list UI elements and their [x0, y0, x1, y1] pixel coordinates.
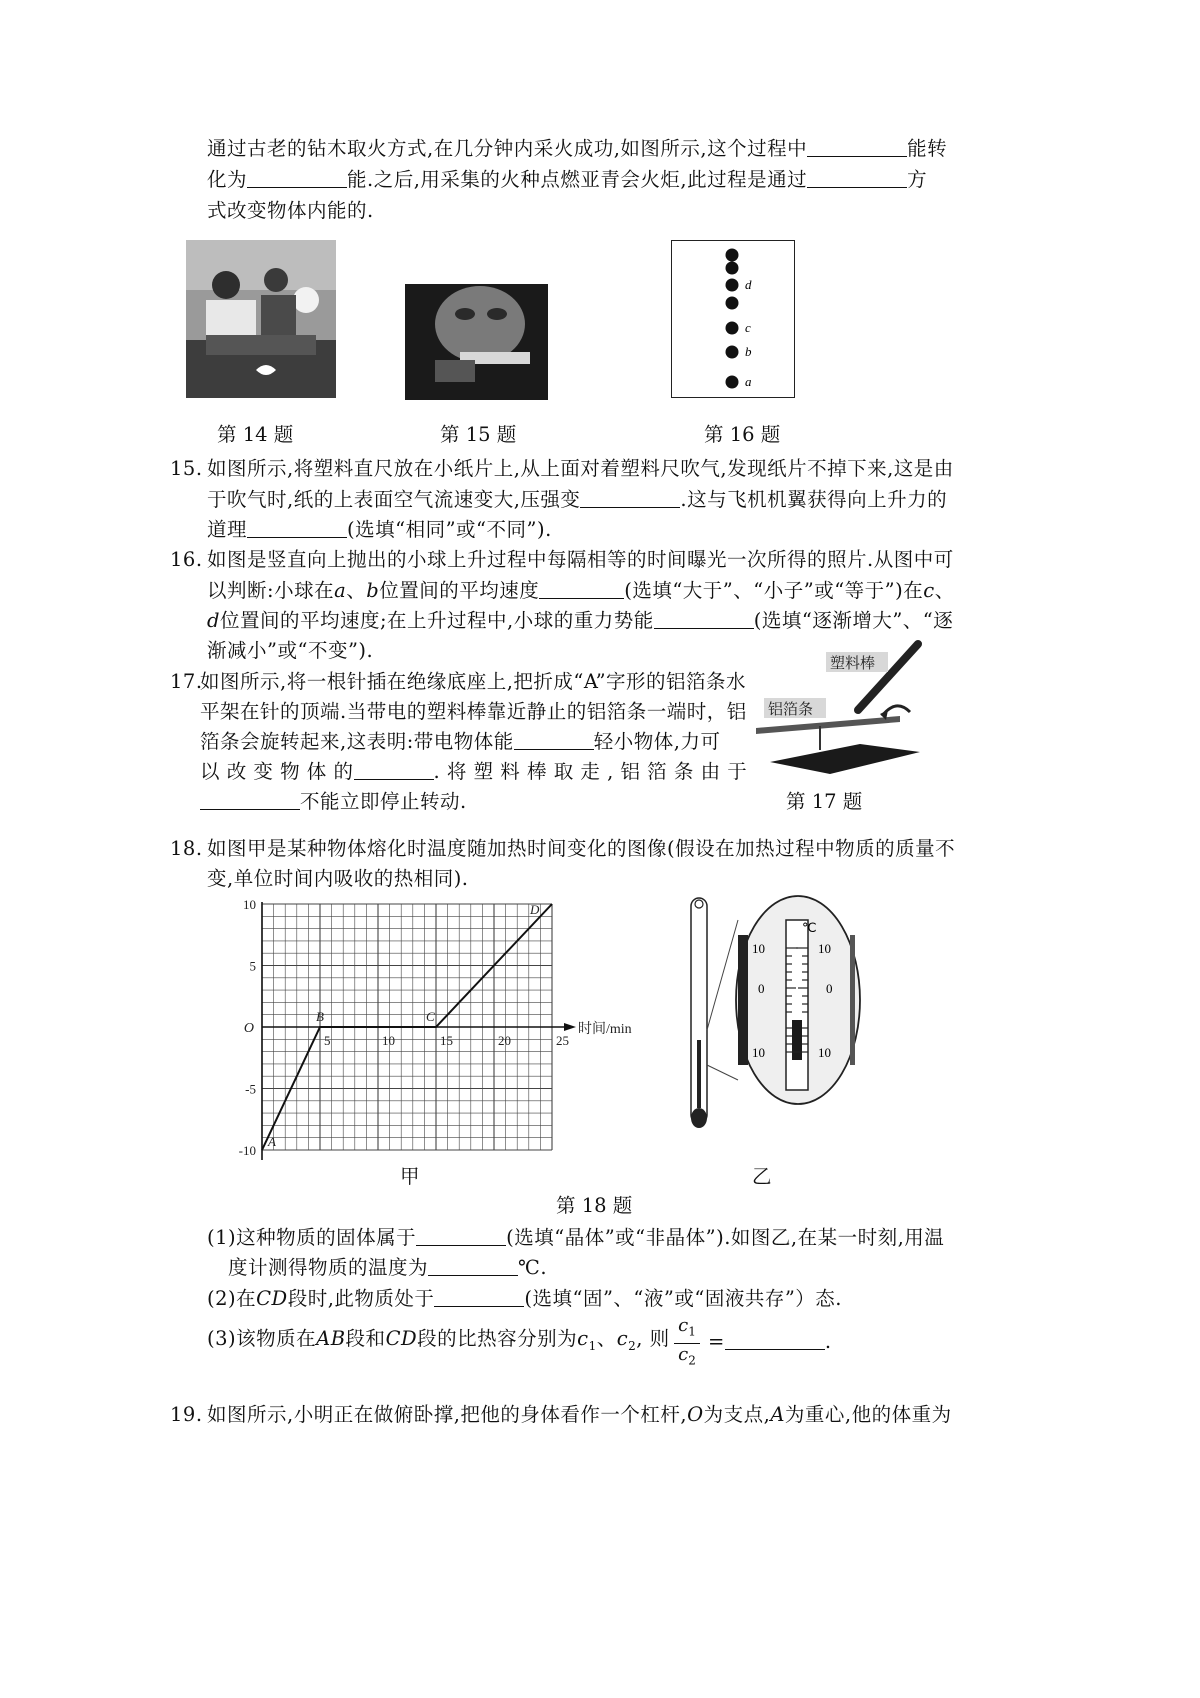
q19-number: 19.	[170, 1403, 203, 1426]
q18-part-1-cont: 度计测得物质的温度为 ℃.	[228, 1256, 548, 1279]
point-label: C	[426, 1009, 435, 1024]
q19-line-1: 如图所示,小明正在做俯卧撑,把他的身体看作一个杠杆,O为支点,A为重心,他的体重为	[207, 1403, 952, 1426]
thermo-tick-left-mid: 0	[758, 981, 765, 996]
q14-line-1: 通过古老的钻木取火方式,在几分钟内采火成功,如图所示,这个过程中 能转	[207, 137, 948, 160]
answer-blank[interactable]	[514, 729, 594, 750]
label-plastic-rod: 塑料棒	[830, 655, 876, 672]
q16-line-1: 如图是竖直向上抛出的小球上升过程中每隔相等的时间曝光一次所得的照片.从图中可	[207, 548, 954, 571]
q17-line-2: 平架在针的顶端.当带电的塑料棒靠近静止的铝箔条一端时，铝	[200, 700, 747, 723]
x-tick-label: 25	[556, 1033, 569, 1048]
answer-blank[interactable]	[354, 759, 434, 780]
q17-line-1: 如图所示,将一根针插在绝缘底座上,把折成“A”字形的铝箔条水	[200, 670, 747, 693]
answer-blank[interactable]	[725, 1329, 825, 1350]
q18-part-1: (1)这种物质的固体属于 (选填“晶体”或“非晶体”).如图乙,在某一时刻,用温	[207, 1226, 945, 1249]
fraction-numerator: $c_1$	[678, 1315, 696, 1339]
thermo-tick-right-bottom: 10	[818, 1045, 831, 1060]
q15-number: 15.	[170, 457, 203, 480]
q15-line-1: 如图所示,将塑料直尺放在小纸片上,从上面对着塑料尺吹气,发现纸片不掉下来,这是由	[207, 457, 954, 480]
q14-photo	[186, 240, 336, 398]
q17-caption: 第 17 题	[786, 790, 863, 813]
mercury-column	[792, 1020, 802, 1060]
q16-number: 16.	[170, 548, 203, 571]
q16-line-2: 以判断:小球在a、b位置间的平均速度 (选填“大于”、“小子”或“等于”)在c、	[207, 579, 955, 602]
fire-drilling-photo	[186, 240, 336, 398]
origin-label: O	[243, 1021, 254, 1036]
fraction-c1-c2	[674, 1316, 700, 1370]
ball-strobe-diagram	[672, 241, 793, 396]
answer-blank[interactable]	[654, 608, 754, 629]
label-a: a	[745, 374, 752, 389]
subfigure-label-jia: 甲	[400, 1165, 420, 1188]
q14-line-3: 式改变物体内能的.	[207, 199, 374, 222]
chart-point-labels	[267, 902, 540, 1149]
thermometer-bulb	[691, 1108, 707, 1128]
x-axis-arrow	[564, 1023, 576, 1031]
answer-blank[interactable]	[539, 578, 624, 599]
q16-figure	[671, 240, 795, 398]
y-tick-label: 10	[243, 897, 256, 912]
q16-line-4: 渐减小”或“不变”).	[207, 639, 374, 662]
y-tick-label: 5	[249, 958, 256, 974]
melting-chart	[230, 888, 660, 1163]
q18-part-3: (3)该物质在AB段和CD段的比热容分别为$c_1$、$c_2$, 则	[207, 1327, 670, 1353]
answer-blank[interactable]	[807, 136, 907, 157]
x-tick-label: 10	[382, 1033, 395, 1048]
thermometer-figure	[688, 890, 863, 1135]
x-tick-label: 20	[498, 1033, 511, 1048]
q18-line-2: 变,单位时间内吸收的热相同).	[207, 867, 469, 890]
label-b: b	[745, 344, 752, 359]
q18-part-2: (2)在CD段时,此物质处于 (选填“固”、“液”或“固液共存”）态.	[207, 1287, 843, 1310]
point-label: A	[268, 1134, 276, 1149]
answer-blank[interactable]	[807, 167, 907, 188]
label-c: c	[745, 320, 751, 335]
q15-line-2: 于吹气时,纸的上表面空气流速变大,压强变 .这与飞机机翼获得向上升力的	[207, 488, 948, 511]
q18-part-3-answer: = .	[708, 1330, 832, 1353]
q15-photo	[405, 284, 548, 400]
thermometer-svg	[688, 890, 863, 1135]
x-tick-label: 5	[324, 1033, 331, 1048]
thermo-tick-right-mid: 0	[826, 981, 833, 996]
label-d: d	[745, 277, 752, 292]
answer-blank[interactable]	[200, 789, 300, 810]
point-label: B	[316, 1009, 324, 1024]
q17-line-4: 以 改 变 物 体 的 . 将 塑 料 棒 取 走 , 铝 箔 条 由 于	[200, 760, 748, 783]
q15-caption: 第 15 题	[440, 423, 517, 446]
label-foil: 铝箔条	[768, 701, 814, 718]
magnified-scale	[786, 920, 808, 1090]
thermo-tick-right-top: 10	[818, 941, 831, 956]
q18-caption: 第 18 题	[556, 1194, 633, 1217]
point-label: D	[530, 902, 540, 917]
thermo-unit: ℃	[802, 920, 817, 935]
melting-chart-svg	[230, 888, 660, 1163]
x-tick-label: 15	[440, 1033, 453, 1048]
x-axis-label: 时间/min	[578, 1022, 632, 1037]
q16-line-3: d位置间的平均速度;在上升过程中,小球的重力势能 (选填“逐渐增大”、“逐	[207, 609, 954, 632]
q18-number: 18.	[170, 837, 203, 860]
y-tick-label: -10	[238, 1143, 256, 1158]
answer-blank[interactable]	[434, 1286, 524, 1307]
blowing-paper-photo	[405, 284, 548, 400]
y-tick-label: -5	[245, 1081, 256, 1097]
answer-blank[interactable]	[247, 517, 347, 538]
q17-number: 17.	[170, 670, 203, 693]
foil-rotation-diagram	[750, 638, 926, 780]
q14-line-2: 化为 能.之后,用采集的火种点燃亚青会火炬,此过程是通过 方	[207, 168, 928, 191]
q15-line-3: 道理 (选填“相同”或“不同”).	[207, 518, 552, 541]
q18-line-1: 如图甲是某种物体熔化时温度随加热时间变化的图像(假设在加热过程中物质的质量不	[207, 837, 956, 860]
q17-figure	[750, 638, 926, 780]
thermo-tick-left-top: 10	[752, 941, 765, 956]
answer-blank[interactable]	[416, 1225, 506, 1246]
subfigure-label-yi: 乙	[752, 1165, 772, 1188]
fraction-denominator: $c_2$	[678, 1343, 696, 1368]
q14-caption: 第 14 题	[217, 423, 294, 446]
answer-blank[interactable]	[580, 487, 680, 508]
answer-blank[interactable]	[428, 1255, 518, 1276]
q17-line-3: 箔条会旋转起来,这表明:带电物体能 轻小物体,力可	[200, 730, 721, 753]
thermo-tick-left-bottom: 10	[752, 1045, 765, 1060]
q17-line-5: 不能立即停止转动.	[200, 787, 467, 817]
answer-blank[interactable]	[247, 167, 347, 188]
q16-caption: 第 16 题	[704, 423, 781, 446]
